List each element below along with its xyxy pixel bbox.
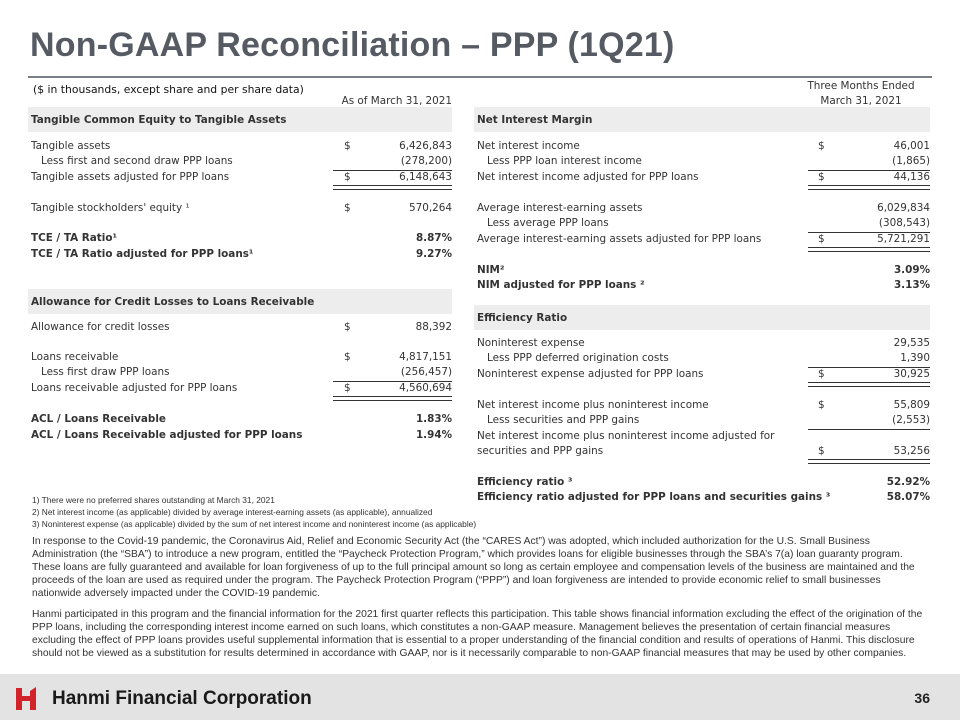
table-row: Net interest income plus noninterest income $ 55,809: [477, 399, 930, 411]
table-row: Tangible assets $ 6,426,843: [31, 140, 452, 152]
table-row: Less PPP deferred origination costs 1,390: [487, 352, 930, 364]
footnote-2: 2) Net interest income (as applicable) divided by average interest-earning assets (as applicable), annualized: [32, 507, 433, 517]
total-double-underline: [333, 185, 452, 190]
left-table: [28, 80, 452, 460]
table-row: Less securities and PPP gains (2,553): [487, 414, 930, 426]
total-double-underline: [333, 396, 452, 401]
left-col-header: As of March 31, 2021: [341, 95, 452, 107]
paragraph-cares-act: In response to the Covid-19 pandemic, the Coronavirus Aid, Relief and Economic Security Act (the “CARES Act”) was adopted, which included authorization for the U.S. Small Business Administration (the “SBA”) to introduce a new program, entitled the “Paycheck Protection Program,” which provides loans for eligible businesses through the SBA’s 7(a) loan guaranty program. These loans are fully guaranteed and available for loan forgiveness of up to the full principal amount so long as certain employee and compensation levels of the business are maintained and the proceeds of the loan are used as required under the program. The Paycheck Protection Program (“PPP”) and loan forgiveness are intended to provide economic relief to small businesses nationwide adversely impacted under the COVID-19 pandemic.: [32, 536, 915, 599]
table-row: TCE / TA Ratio¹ 8.87%: [31, 232, 452, 244]
section-header-efficiency: Efficiency Ratio: [474, 305, 930, 330]
footnote-3: 3) Noninterest expense (as applicable) divided by the sum of net interest income and noninterest income (as applicable): [32, 519, 477, 529]
table-row: NIM adjusted for PPP loans ² 3.13%: [477, 279, 930, 291]
table-row: Net interest income $ 46,001: [477, 140, 930, 152]
right-col-header-line1: Three Months Ended: [807, 80, 915, 92]
table-row: Less first and second draw PPP loans (278,200): [41, 155, 452, 167]
section-header-acl: Allowance for Credit Losses to Loans Receivable: [28, 289, 452, 314]
table-row: Average interest-earning assets 6,029,834: [477, 202, 930, 214]
table-row: Noninterest expense 29,535: [477, 337, 930, 349]
paragraph-hanmi-participation: Hanmi participated in this program and the financial information for the 2021 first quarter reflects this participation. This table shows financial information excluding the effect of the origination of the PPP loans, including the corresponding interest income earned on such loans, which constitutes a non-GAAP measure. Management believes the presentation of certain financial measures excluding the effect of PPP loans provides useful supplemental information that is essential to a proper understanding of the financial condition and results of operations of Hanmi. This disclosure should not be viewed as a substitution for results determined in accordance with GAAP, nor is it necessarily comparable to non-GAAP financial measures that may be used by other companies.: [32, 609, 923, 659]
table-row: TCE / TA Ratio adjusted for PPP loans¹ 9.27%: [31, 248, 452, 260]
table-row: Tangible assets adjusted for PPP loans $ 6,148,643: [31, 171, 452, 183]
page-number: 36: [914, 690, 930, 706]
table-row: Efficiency ratio ³ 52.92%: [477, 476, 930, 488]
right-table: [474, 80, 930, 508]
section-header-tce: Tangible Common Equity to Tangible Assets: [28, 107, 452, 132]
total-double-underline: [808, 247, 930, 252]
table-row: Noninterest expense adjusted for PPP loans $ 30,925: [477, 368, 930, 380]
table-row: ACL / Loans Receivable 1.83%: [31, 413, 452, 425]
table-row: Less average PPP loans (308,543): [487, 217, 930, 229]
table-row: Less first draw PPP loans (256,457): [41, 366, 452, 378]
table-row: Average interest-earning assets adjusted for PPP loans $ 5,721,291: [477, 233, 930, 245]
table-row: Tangible stockholders' equity ¹ $ 570,264: [31, 202, 452, 214]
table-row: Loans receivable $ 4,817,151: [31, 351, 452, 363]
table-row: securities and PPP gains $ 53,256: [477, 445, 930, 457]
table-row: ACL / Loans Receivable adjusted for PPP loans 1.94%: [31, 429, 452, 441]
hanmi-logo-icon: [14, 686, 44, 717]
right-col-header-line2: March 31, 2021: [820, 95, 902, 107]
section-header-nim: Net Interest Margin: [474, 107, 930, 132]
table-row: Less PPP loan interest income (1,865): [487, 155, 930, 167]
table-row: Net interest income adjusted for PPP loans $ 44,136: [477, 171, 930, 183]
table-row: Efficiency ratio adjusted for PPP loans and securities gains ³ 58.07%: [477, 491, 930, 503]
title-divider: [28, 76, 932, 78]
table-row: Net interest income plus noninterest income adjusted for: [477, 430, 775, 442]
table-row: Allowance for credit losses $ 88,392: [31, 321, 452, 333]
table-row: Loans receivable adjusted for PPP loans $ 4,560,694: [31, 382, 452, 394]
company-name: Hanmi Financial Corporation: [52, 688, 312, 709]
footnote-1: 1) There were no preferred shares outstanding at March 31, 2021: [32, 495, 275, 505]
total-double-underline: [808, 185, 930, 190]
total-double-underline: [808, 459, 930, 464]
units-note: ($ in thousands, except share and per share data): [33, 83, 304, 96]
table-row: NIM² 3.09%: [477, 264, 930, 276]
total-double-underline: [808, 382, 930, 387]
page-title: Non-GAAP Reconciliation – PPP (1Q21): [30, 26, 675, 64]
